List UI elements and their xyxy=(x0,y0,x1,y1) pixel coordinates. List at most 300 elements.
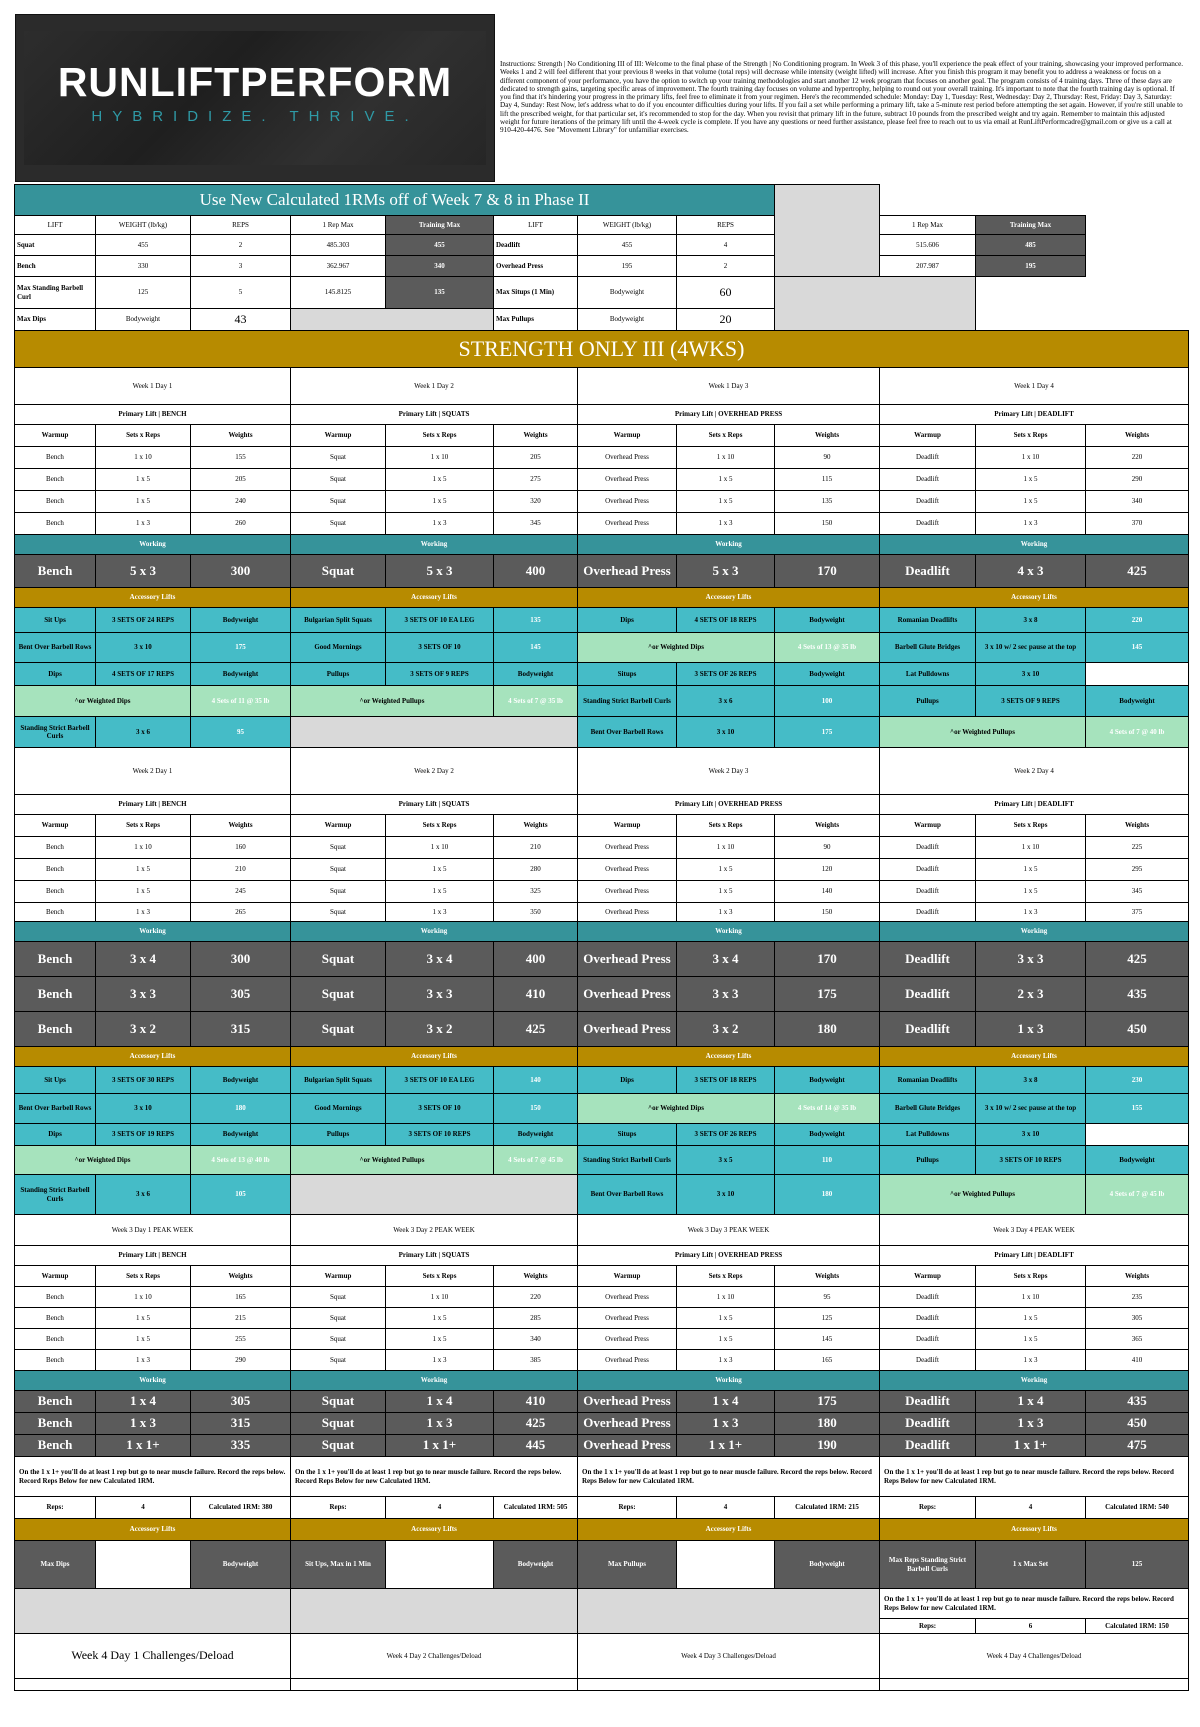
sheet-cell: Week 4 Day 4 Challenges/Deload xyxy=(880,1634,1189,1679)
sheet-row xyxy=(15,469,1189,491)
sheet-cell: Squat xyxy=(291,903,386,922)
sheet-cell: Sets x Reps xyxy=(96,1266,191,1287)
sheet-cell: Weights xyxy=(494,1266,578,1287)
sheet-cell: Overhead Press xyxy=(494,256,578,277)
sheet-cell: Sets x Reps xyxy=(677,425,775,447)
sheet-cell: Accessory Lifts xyxy=(578,588,880,608)
sheet-cell: 1 x 3 xyxy=(976,513,1086,535)
sheet-body xyxy=(15,185,1189,1691)
sheet-row xyxy=(15,491,1189,513)
sheet-row xyxy=(15,235,1189,256)
sheet-row xyxy=(15,1371,1189,1391)
sheet-cell: 1 x 5 xyxy=(677,1308,775,1329)
sheet-cell: Working xyxy=(880,535,1189,555)
sheet-cell: Working xyxy=(880,1371,1189,1391)
sheet-cell: 1 x 3 xyxy=(386,1413,494,1435)
brand-logo xyxy=(15,14,495,182)
sheet-cell: 195 xyxy=(578,256,677,277)
sheet-cell: Week 1 Day 3 xyxy=(578,368,880,405)
sheet-row xyxy=(15,1308,1189,1329)
sheet-cell: Accessory Lifts xyxy=(880,1519,1189,1541)
sheet-cell: 1 x 5 xyxy=(96,1329,191,1350)
sheet-cell: Calculated 1RM: 380 xyxy=(191,1497,291,1519)
sheet-cell: Bench xyxy=(15,1329,96,1350)
sheet-cell: Deadlift xyxy=(880,903,976,922)
sheet-cell: Bodyweight xyxy=(1086,1146,1189,1175)
sheet-cell: REPS xyxy=(677,216,775,235)
sheet-cell: 3 x 10 xyxy=(677,717,775,748)
sheet-cell: ^or Weighted Pullups xyxy=(880,717,1086,748)
sheet-row xyxy=(15,331,1189,368)
sheet-cell: 1 x 3 xyxy=(96,903,191,922)
sheet-cell: Overhead Press xyxy=(578,491,677,513)
sheet-cell: 400 xyxy=(494,942,578,977)
sheet-cell: Good Mornings xyxy=(291,1094,386,1124)
sheet-cell: Bent Over Barbell Rows xyxy=(578,1175,677,1215)
sheet-row xyxy=(15,1175,1189,1215)
sheet-row xyxy=(15,1246,1189,1266)
sheet-cell: 1 x 10 xyxy=(96,447,191,469)
sheet-cell: 1 x 5 xyxy=(96,491,191,513)
sheet-cell: 3 x 5 xyxy=(677,1146,775,1175)
sheet-cell: 340 xyxy=(494,1329,578,1350)
sheet-cell: 3 x 10 w/ 2 sec pause at the top xyxy=(976,1094,1086,1124)
sheet-cell: 3 SETS OF 9 REPS xyxy=(976,686,1086,717)
sheet-cell: Squat xyxy=(291,469,386,491)
sheet-cell: Sit Ups xyxy=(15,608,96,633)
sheet-cell: 3 x 10 xyxy=(96,633,191,663)
sheet-cell: Warmup xyxy=(291,815,386,837)
sheet-row xyxy=(15,1679,1189,1691)
sheet-cell: 375 xyxy=(1086,903,1189,922)
sheet-cell: Primary Lift | OVERHEAD PRESS xyxy=(578,405,880,425)
sheet-cell xyxy=(775,185,880,277)
sheet-cell: Warmup xyxy=(578,1266,677,1287)
sheet-cell: Bench xyxy=(15,1413,96,1435)
sheet-cell: Accessory Lifts xyxy=(880,588,1189,608)
program-instructions: Instructions: Strength | No Conditioning III of III: Welcome to the final phase of the Strength | No Conditioning program. In Week 3 of this phase, you'll experience the peak effect of your training, showcasing your improved performance. Weeks 1 and 2 will feel different that your previous 8 weeks in that volume (total reps) will decrease while intensity (weight lifted) will increase. After you finish this program it may benefit you to address a weakness or focus on a different component of your performance, you have the option to switch up your training methodologies and start another 12 week program that focuses on another goal. The program consists of 4 training days. Three of these days are dedicated to strength gains, targeting specific areas of improvement. The fourth training day focuses on volume and hypertrophy, helping to round out your overall training. It's important to note that the fourth training day is optional. If you find that it's hindering your progress in the primary lifts, feel free to eliminate it from your regimen. Here's the recommended schedule: Monday: Day 1, Tuesday: Rest, Wednesday: Day 2, Thursday: Rest, Friday: Day 3, Saturday: Day 4, Sunday: Rest Now, let's address what to do if you encounter difficulties during your lifts. If you fail a set while performing a primary lift, take a 5-minute rest period before attempting the set again. However, if you're still unable to lift the prescribed weight, for that particular set, it's recommended to stop for the day. When you revisit that primary lift in the future, subtract 10 pounds from the prescribed weight and try again. Remember to maintain this adjusted weight for future iterations of the primary lift until the 4-week cycle is complete. If you have any questions or need further assistance, please feel free to reach out to us via email at RunLiftPerformcadre@gmail.com or give us a call at 910-420-4476. See "Movement Library" for unfamiliar exercises. xyxy=(500,60,1184,135)
sheet-cell: 1 x 5 xyxy=(386,1329,494,1350)
sheet-cell: Bench xyxy=(15,447,96,469)
sheet-cell: Working xyxy=(15,1371,291,1391)
sheet-cell: Dips xyxy=(15,663,96,686)
sheet-cell: 155 xyxy=(1086,1094,1189,1124)
sheet-cell: Primary Lift | SQUATS xyxy=(291,795,578,815)
sheet-cell: 160 xyxy=(191,837,291,859)
sheet-cell: 3 x 10 xyxy=(976,663,1086,686)
sheet-cell: Deadlift xyxy=(880,1435,976,1457)
sheet-cell: 4 xyxy=(677,235,775,256)
sheet-row xyxy=(15,1519,1189,1541)
sheet-cell: Bulgarian Split Squats xyxy=(291,608,386,633)
sheet-cell: 3 x 2 xyxy=(386,1012,494,1047)
sheet-cell: 475 xyxy=(1086,1435,1189,1457)
sheet-cell: Deadlift xyxy=(880,837,976,859)
sheet-cell: Week 2 Day 4 xyxy=(880,748,1189,795)
sheet-cell: 135 xyxy=(775,491,880,513)
sheet-row xyxy=(15,1067,1189,1094)
sheet-cell: 3 x 8 xyxy=(976,1067,1086,1094)
sheet-cell: 3 x 6 xyxy=(96,717,191,748)
sheet-row xyxy=(15,1329,1189,1350)
sheet-cell: Weights xyxy=(1086,425,1189,447)
sheet-cell: 1 x 5 xyxy=(976,491,1086,513)
sheet-cell: 155 xyxy=(191,447,291,469)
sheet-cell xyxy=(15,1589,291,1634)
sheet-cell: Bent Over Barbell Rows xyxy=(15,633,96,663)
sheet-cell: Accessory Lifts xyxy=(880,1047,1189,1067)
brand-tagline: HYBRIDIZE. THRIVE. xyxy=(91,108,419,125)
sheet-row xyxy=(15,922,1189,942)
sheet-cell: 5 xyxy=(191,277,291,309)
sheet-cell: 145 xyxy=(775,1329,880,1350)
sheet-cell: Week 3 Day 2 PEAK WEEK xyxy=(291,1215,578,1246)
sheet-cell: Squat xyxy=(291,1287,386,1308)
sheet-cell: 235 xyxy=(1086,1287,1189,1308)
sheet-row xyxy=(15,633,1189,663)
sheet-cell: 1 x 10 xyxy=(976,837,1086,859)
sheet-cell: Working xyxy=(291,922,578,942)
sheet-cell: 425 xyxy=(1086,942,1189,977)
sheet-cell: 485.303 xyxy=(291,235,386,256)
sheet-row xyxy=(15,903,1189,922)
sheet-row xyxy=(15,977,1189,1012)
sheet-cell: 3 x 6 xyxy=(96,1175,191,1215)
sheet-cell: 1 x 10 xyxy=(386,1287,494,1308)
sheet-cell: 165 xyxy=(191,1287,291,1308)
sheet-cell: 140 xyxy=(494,1067,578,1094)
sheet-cell: Weights xyxy=(191,815,291,837)
sheet-cell: Max Pullups xyxy=(494,309,578,331)
sheet-cell: Sets x Reps xyxy=(677,1266,775,1287)
sheet-cell: 205 xyxy=(494,447,578,469)
sheet-cell: Sets x Reps xyxy=(677,815,775,837)
sheet-cell: 95 xyxy=(775,1287,880,1308)
sheet-cell: 1 x 5 xyxy=(976,469,1086,491)
sheet-cell: 1 x 4 xyxy=(386,1391,494,1413)
sheet-cell: 3 SETS OF 10 xyxy=(386,1094,494,1124)
sheet-cell: Bench xyxy=(15,903,96,922)
sheet-cell: Sets x Reps xyxy=(96,425,191,447)
sheet-cell: 3 x 3 xyxy=(96,977,191,1012)
sheet-cell: 3 x 10 xyxy=(976,1124,1086,1146)
sheet-cell: Weights xyxy=(775,425,880,447)
sheet-cell: 1 x 1+ xyxy=(96,1435,191,1457)
sheet-cell: Week 3 Day 4 PEAK WEEK xyxy=(880,1215,1189,1246)
sheet-row xyxy=(15,1047,1189,1067)
sheet-cell: Warmup xyxy=(880,425,976,447)
sheet-cell: Squat xyxy=(291,491,386,513)
sheet-cell: 1 x 3 xyxy=(677,1350,775,1371)
sheet-cell: 1 x 10 xyxy=(386,837,494,859)
program-sheet xyxy=(14,184,1189,1691)
sheet-cell: Accessory Lifts xyxy=(291,1047,578,1067)
sheet-cell: Calculated 1RM: 150 xyxy=(1086,1619,1189,1634)
sheet-cell: Week 2 Day 1 xyxy=(15,748,291,795)
sheet-cell: 275 xyxy=(494,469,578,491)
sheet-cell: Overhead Press xyxy=(578,977,677,1012)
sheet-cell: Working xyxy=(291,535,578,555)
sheet-row xyxy=(15,1215,1189,1246)
sheet-cell: 3 x 4 xyxy=(386,942,494,977)
sheet-cell: 260 xyxy=(191,513,291,535)
sheet-cell: 345 xyxy=(1086,881,1189,903)
sheet-cell: 455 xyxy=(578,235,677,256)
sheet-cell: 305 xyxy=(191,977,291,1012)
sheet-cell: 3 x 2 xyxy=(677,1012,775,1047)
sheet-cell: 3 SETS OF 19 REPS xyxy=(96,1124,191,1146)
sheet-cell: 1 x 5 xyxy=(677,859,775,881)
sheet-cell: 1 x 4 xyxy=(976,1391,1086,1413)
sheet-cell: Overhead Press xyxy=(578,513,677,535)
sheet-cell: 4 Sets of 7 @ 40 lb xyxy=(1086,717,1189,748)
sheet-cell: Bodyweight xyxy=(578,277,677,309)
sheet-cell: Calculated 1RM: 540 xyxy=(1086,1497,1189,1519)
sheet-cell: 1 x 1+ xyxy=(386,1435,494,1457)
sheet-cell: Warmup xyxy=(15,425,96,447)
sheet-row xyxy=(15,1012,1189,1047)
sheet-cell: Working xyxy=(578,535,880,555)
sheet-cell: Barbell Glute Bridges xyxy=(880,1094,976,1124)
sheet-cell: 1 x 10 xyxy=(976,447,1086,469)
sheet-cell: Pullups xyxy=(880,686,976,717)
sheet-cell: Squat xyxy=(291,977,386,1012)
sheet-cell: Training Max xyxy=(976,216,1086,235)
sheet-row xyxy=(15,216,1189,235)
sheet-cell: Warmup xyxy=(291,425,386,447)
sheet-cell: 1 x 3 xyxy=(386,903,494,922)
sheet-cell: Sets x Reps xyxy=(386,425,494,447)
sheet-cell: 3 SETS OF 26 REPS xyxy=(677,1124,775,1146)
sheet-cell: 150 xyxy=(775,513,880,535)
sheet-cell: 135 xyxy=(386,277,494,309)
sheet-cell: Accessory Lifts xyxy=(291,1519,578,1541)
sheet-cell xyxy=(578,1589,880,1634)
sheet-cell: Warmup xyxy=(15,1266,96,1287)
sheet-cell: Overhead Press xyxy=(578,903,677,922)
sheet-row xyxy=(15,859,1189,881)
sheet-cell: 4 Sets of 14 @ 35 lb xyxy=(775,1094,880,1124)
sheet-cell: 340 xyxy=(386,256,494,277)
sheet-cell: 300 xyxy=(191,942,291,977)
sheet-cell: Accessory Lifts xyxy=(578,1047,880,1067)
sheet-cell: Squat xyxy=(291,881,386,903)
sheet-cell: Week 4 Day 2 Challenges/Deload xyxy=(291,1634,578,1679)
sheet-cell: 220 xyxy=(494,1287,578,1308)
sheet-cell: Overhead Press xyxy=(578,1012,677,1047)
sheet-cell: 1 x 5 xyxy=(96,859,191,881)
sheet-row xyxy=(15,1266,1189,1287)
sheet-cell: Week 1 Day 2 xyxy=(291,368,578,405)
sheet-row xyxy=(15,1146,1189,1175)
sheet-cell: On the 1 x 1+ you'll do at least 1 rep but go to near muscle failure. Record the reps below. Record Reps Below for new Calculated 1RM. xyxy=(291,1457,578,1497)
sheet-cell: Overhead Press xyxy=(578,859,677,881)
sheet-cell: Warmup xyxy=(15,815,96,837)
sheet-cell: Squat xyxy=(15,235,96,256)
sheet-cell: 135 xyxy=(494,608,578,633)
sheet-cell: ^or Weighted Pullups xyxy=(880,1175,1086,1215)
sheet-cell: 60 xyxy=(677,277,775,309)
sheet-cell: 180 xyxy=(775,1012,880,1047)
sheet-cell: Romanian Deadlifts xyxy=(880,1067,976,1094)
sheet-cell: 1 x 10 xyxy=(677,837,775,859)
sheet-cell: On the 1 x 1+ you'll do at least 1 rep but go to near muscle failure. Record the reps below. Record Reps Below for new Calculated 1RM. xyxy=(15,1457,291,1497)
sheet-cell: 90 xyxy=(775,447,880,469)
sheet-cell: STRENGTH ONLY III (4WKS) xyxy=(15,331,1189,368)
sheet-cell: 1 x 3 xyxy=(96,1350,191,1371)
sheet-cell: Bodyweight xyxy=(775,1067,880,1094)
sheet-cell: Overhead Press xyxy=(578,1350,677,1371)
sheet-cell: 300 xyxy=(191,555,291,588)
sheet-cell: Primary Lift | SQUATS xyxy=(291,1246,578,1266)
sheet-cell: Weights xyxy=(494,815,578,837)
sheet-cell: Standing Strict Barbell Curls xyxy=(15,717,96,748)
sheet-row xyxy=(15,686,1189,717)
sheet-cell: 1 x 5 xyxy=(96,881,191,903)
sheet-cell: 1 x 1+ xyxy=(976,1435,1086,1457)
sheet-row xyxy=(15,309,1189,331)
sheet-cell: Overhead Press xyxy=(578,1308,677,1329)
sheet-row xyxy=(15,1457,1189,1497)
sheet-cell: Working xyxy=(15,535,291,555)
sheet-cell: 3 x 3 xyxy=(976,942,1086,977)
sheet-cell: 485 xyxy=(976,235,1086,256)
sheet-cell: Overhead Press xyxy=(578,1391,677,1413)
sheet-cell: 320 xyxy=(494,491,578,513)
sheet-cell: 3 SETS OF 10 EA LEG xyxy=(386,1067,494,1094)
sheet-cell: 1 x 5 xyxy=(677,469,775,491)
sheet-cell: 400 xyxy=(494,555,578,588)
sheet-cell: Primary Lift | DEADLIFT xyxy=(880,405,1189,425)
sheet-cell: 230 xyxy=(1086,1067,1189,1094)
sheet-cell: 3 SETS OF 30 REPS xyxy=(96,1067,191,1094)
sheet-cell: 90 xyxy=(775,837,880,859)
sheet-row xyxy=(15,1589,1189,1619)
sheet-cell: 410 xyxy=(1086,1350,1189,1371)
sheet-cell: 1 x 5 xyxy=(677,1329,775,1350)
sheet-cell: Weights xyxy=(494,425,578,447)
sheet-cell: Week 1 Day 1 xyxy=(15,368,291,405)
sheet-cell: 225 xyxy=(1086,837,1189,859)
sheet-cell: 170 xyxy=(775,555,880,588)
sheet-cell: 265 xyxy=(191,903,291,922)
sheet-cell: Deadlift xyxy=(880,977,976,1012)
sheet-cell: 3 SETS OF 9 REPS xyxy=(386,663,494,686)
sheet-cell xyxy=(1086,1124,1189,1146)
sheet-cell: 4 SETS OF 18 REPS xyxy=(677,608,775,633)
sheet-cell: 1 x 5 xyxy=(386,1308,494,1329)
sheet-cell: Primary Lift | OVERHEAD PRESS xyxy=(578,1246,880,1266)
sheet-row xyxy=(15,795,1189,815)
sheet-cell: 255 xyxy=(191,1329,291,1350)
sheet-cell: 1 x 5 xyxy=(386,881,494,903)
sheet-cell: Squat xyxy=(291,1391,386,1413)
sheet-cell: 1 Rep Max xyxy=(880,216,976,235)
sheet-cell: Squat xyxy=(291,447,386,469)
sheet-cell: Bench xyxy=(15,837,96,859)
sheet-cell: Deadlift xyxy=(880,491,976,513)
sheet-cell: 1 x 3 xyxy=(976,1413,1086,1435)
sheet-cell xyxy=(677,1541,775,1589)
sheet-cell: Bench xyxy=(15,977,96,1012)
sheet-cell: 125 xyxy=(775,1308,880,1329)
sheet-row xyxy=(15,1287,1189,1308)
sheet-cell: 4 Sets of 7 @ 35 lb xyxy=(494,686,578,717)
sheet-cell: 240 xyxy=(191,491,291,513)
sheet-cell: 450 xyxy=(1086,1413,1189,1435)
sheet-cell: 180 xyxy=(775,1413,880,1435)
sheet-cell: 3 SETS OF 18 REPS xyxy=(677,1067,775,1094)
sheet-cell: 1 x 1+ xyxy=(677,1435,775,1457)
sheet-row xyxy=(15,1497,1189,1519)
sheet-cell: Squat xyxy=(291,1012,386,1047)
sheet-cell: Deadlift xyxy=(880,1287,976,1308)
sheet-cell: Squat xyxy=(291,555,386,588)
sheet-cell: 220 xyxy=(1086,447,1189,469)
sheet-cell: Bodyweight xyxy=(775,1124,880,1146)
sheet-cell: ^or Weighted Pullups xyxy=(291,1146,494,1175)
sheet-cell: Situps xyxy=(578,1124,677,1146)
sheet-cell: Overhead Press xyxy=(578,837,677,859)
sheet-cell: Warmup xyxy=(880,815,976,837)
sheet-row xyxy=(15,1391,1189,1413)
sheet-cell: Bodyweight xyxy=(775,1541,880,1589)
sheet-cell: 110 xyxy=(775,1146,880,1175)
sheet-cell: 315 xyxy=(191,1012,291,1047)
sheet-cell: Bodyweight xyxy=(494,1541,578,1589)
sheet-cell: 100 xyxy=(775,686,880,717)
sheet-cell: 175 xyxy=(775,717,880,748)
sheet-cell: 1 x 3 xyxy=(976,1350,1086,1371)
sheet-cell: Bench xyxy=(15,555,96,588)
sheet-row xyxy=(15,588,1189,608)
brand-name: RUNLIFTPERFORM xyxy=(57,59,453,105)
sheet-cell: Max Pullups xyxy=(578,1541,677,1589)
sheet-row xyxy=(15,555,1189,588)
sheet-cell: Squat xyxy=(291,1350,386,1371)
sheet-cell: 125 xyxy=(96,277,191,309)
sheet-cell: 435 xyxy=(1086,977,1189,1012)
sheet-cell: Bench xyxy=(15,1287,96,1308)
sheet-cell: Overhead Press xyxy=(578,1413,677,1435)
sheet-cell: 295 xyxy=(1086,859,1189,881)
sheet-cell: 1 Rep Max xyxy=(291,216,386,235)
sheet-row xyxy=(15,1094,1189,1124)
sheet-cell: 20 xyxy=(677,309,775,331)
sheet-cell: Bent Over Barbell Rows xyxy=(578,717,677,748)
sheet-cell: Sets x Reps xyxy=(96,815,191,837)
sheet-cell: Bench xyxy=(15,1012,96,1047)
sheet-cell: Max Dips xyxy=(15,309,96,331)
sheet-cell: 1 x 3 xyxy=(96,513,191,535)
sheet-cell xyxy=(578,1679,880,1691)
sheet-row xyxy=(15,1541,1189,1589)
sheet-cell: ^or Weighted Dips xyxy=(15,686,191,717)
sheet-cell: Standing Strict Barbell Curls xyxy=(15,1175,96,1215)
sheet-cell: 4 Sets of 13 @ 35 lb xyxy=(775,633,880,663)
sheet-cell: 425 xyxy=(494,1413,578,1435)
sheet-cell: Deadlift xyxy=(880,942,976,977)
sheet-cell: 445 xyxy=(494,1435,578,1457)
sheet-cell: Accessory Lifts xyxy=(15,588,291,608)
sheet-row xyxy=(15,447,1189,469)
sheet-cell: 305 xyxy=(1086,1308,1189,1329)
sheet-cell: Accessory Lifts xyxy=(578,1519,880,1541)
sheet-cell: 3 SETS OF 26 REPS xyxy=(677,663,775,686)
sheet-cell: 1 x 5 xyxy=(976,1329,1086,1350)
sheet-cell: 175 xyxy=(775,977,880,1012)
sheet-cell: Squat xyxy=(291,1413,386,1435)
